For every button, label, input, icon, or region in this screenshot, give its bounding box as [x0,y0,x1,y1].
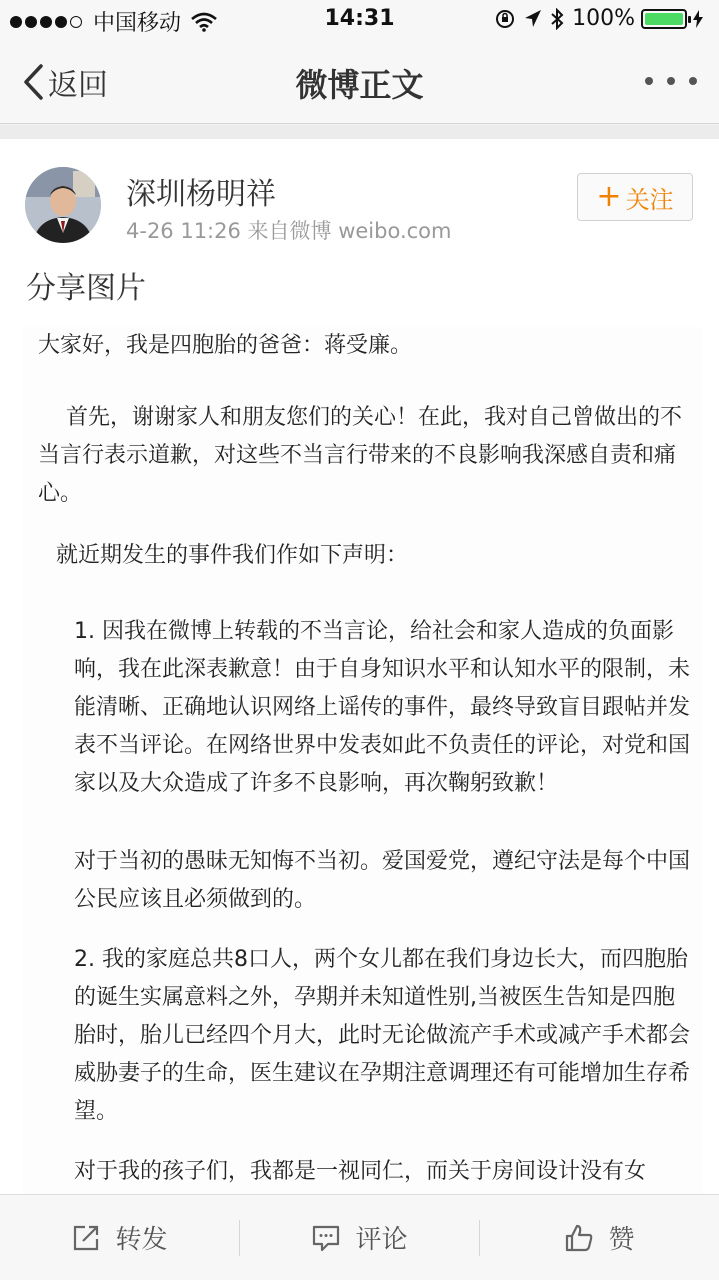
post-card [0,139,719,1194]
orientation-lock-icon [494,8,516,30]
image-text-line: 大家好，我是四胞胎的爸爸：蒋受廉。 [38,333,413,358]
avatar[interactable] [25,167,101,243]
bluetooth-icon [550,8,564,30]
image-text-paragraph: 首先，谢谢家人和朋友您们的关心！在此，我对自己曾做出的不当言行表示道歉，对这些不当言行带来的不良影响我深感自责和痛心。 [38,405,683,506]
nav-bar [0,40,719,124]
image-text-paragraph: 对于我的孩子们，我都是一视同仁，而关于房间设计没有女 [74,1159,647,1184]
like-label: 赞 [608,1225,635,1255]
more-dot [645,77,653,85]
repost-button[interactable] [0,1195,239,1280]
charging-icon [693,10,703,28]
image-text-paragraph: 1. 因我在微博上转载的不当言论，给社会和家人造成的负面影响，我在此深表歉意！由于自身知识水平和认知水平的限制，未能清晰、正确地认识网络上谣传的事件，最终导致盲目跟帖并发表不当评论。在网络世界中发表如此不负责任的评论，对党和国家以及大众造成了许多不良影响，再次鞠躬致歉！ [74,619,691,796]
author-name[interactable]: 深圳杨明祥 [126,177,276,212]
more-dot [689,77,697,85]
back-button[interactable] [22,60,108,104]
location-icon [524,9,542,29]
follow-label: 关注 [625,185,674,214]
back-label: 返回 [48,68,108,103]
thumbs-up-icon [564,1223,594,1253]
shared-image[interactable] [22,327,702,1194]
repost-icon [71,1223,101,1253]
like-button[interactable] [480,1195,719,1280]
avatar-image [25,167,101,243]
page-title: 微博正文 [295,66,424,104]
follow-button[interactable] [577,173,693,221]
comment-button[interactable] [240,1195,479,1280]
post-text: 分享图片 [26,271,146,306]
post-meta: 4-26 11:26 来自微博 weibo.com [126,219,452,243]
status-right [494,6,711,31]
image-text-paragraph: 2. 我的家庭总共8口人，两个女儿都在我们身边长大，而四胞胎的诞生实属意料之外，孕期并未知道性别,当被医生告知是四胞胎时，胎儿已经四个月大，此时无论做流产手术或减产手术都会威胁妻子的生命，医生建议在孕期注意调理还有可能增加生存希望。 [74,947,691,1124]
image-text-paragraph: 就近期发生的事件我们作如下声明： [56,543,409,568]
repost-label: 转发 [115,1225,168,1255]
image-text-paragraph: 对于当初的愚昧无知悔不当初。爱国爱党，遵纪守法是每个中国公民应该且必须做到的。 [74,849,691,912]
battery-percent: 100% [572,6,635,31]
more-dot [667,77,675,85]
bottom-toolbar [0,1194,719,1280]
battery-icon [641,9,687,29]
plus-icon: + [596,179,622,214]
carrier-name: 中国移动 [93,11,182,36]
status-bar [0,0,719,40]
section-divider [0,125,719,139]
more-options-button[interactable] [645,66,697,96]
chevron-left-icon [22,64,44,100]
status-time: 14:31 [324,6,395,31]
comment-icon [311,1223,341,1253]
comment-label: 评论 [355,1225,408,1255]
